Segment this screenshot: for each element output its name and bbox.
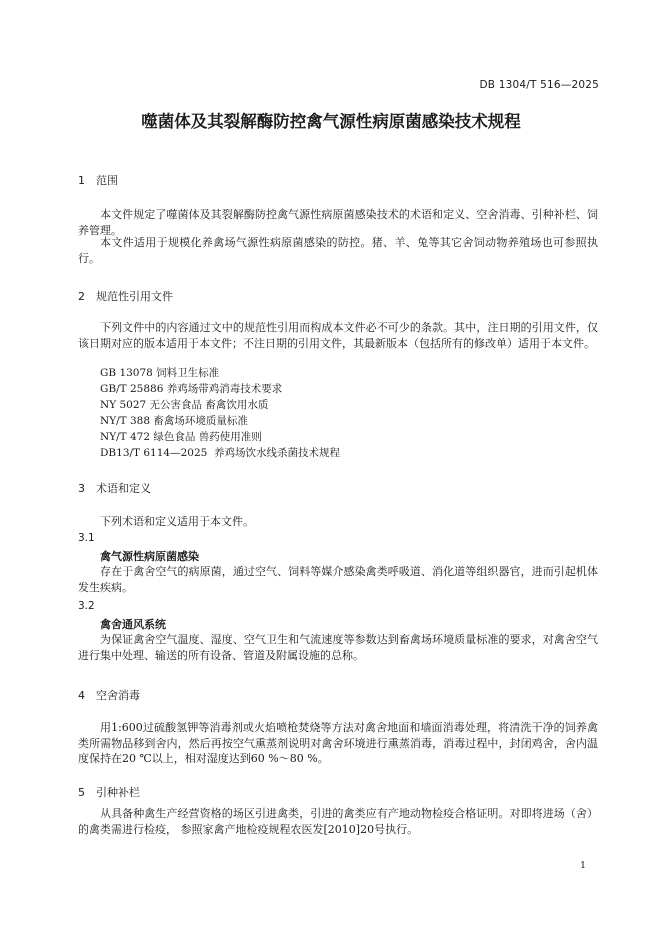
section-number: 5 [78, 786, 85, 799]
section-1-heading [78, 172, 118, 188]
section-4-heading [78, 687, 140, 703]
paragraph: 本文件适用于规模化养禽场气源性病原菌感染的防控。猪、羊、兔等其它舍饲动物养殖场也可参照执行。 [78, 236, 598, 265]
term-number: 3.2 [78, 600, 95, 612]
page-number: 1 [580, 860, 587, 871]
document-title: 噬菌体及其裂解酶防控禽气源性病原菌感染技术规程 [141, 112, 521, 131]
term-definition: 为保证禽舍空气温度、湿度、空气卫生和气流速度等参数达到畜禽场环境质量标准的要求，对禽舍空气进行集中处理、输送的所有设备、管道及附属设施的总称。 [78, 633, 598, 662]
section-3-heading [78, 480, 151, 496]
reference-item: NY/T 388 畜禽场环境质量标准 [100, 415, 248, 427]
paragraph: 用1:600过硫酸氢钾等消毒剂或火焰喷枪焚烧等方法对禽舍地面和墙面消毒处理，将清洗干净的饲养禽类所需物品移到舍内，然后再按空气熏蒸剂说明对禽舍环境进行熏蒸消毒，消毒过程中，封闭鸡舍，舍内温度保持在20 ℃以上，相对湿度达到60 %～80 %。 [78, 721, 598, 765]
paragraph: 本文件规定了噬菌体及其裂解酶防控禽气源性病原菌感染技术的术语和定义、空舍消毒、引种补栏、饲养管理。 [78, 208, 598, 237]
section-title: 范围 [96, 174, 118, 187]
section-title: 术语和定义 [96, 482, 151, 495]
section-title: 规范性引用文件 [96, 290, 173, 303]
term-number: 3.1 [78, 532, 95, 544]
section-5-heading [78, 784, 140, 800]
section-number: 1 [78, 174, 85, 187]
section-title: 引种补栏 [96, 786, 140, 799]
term-definition: 存在于禽舍空气的病原菌，通过空气、饲料等媒介感染禽类呼吸道、消化道等组织器官，进而引起机体发生疾病。 [78, 565, 598, 594]
section-number: 3 [78, 482, 85, 495]
reference-item: NY 5027 无公害食品 畜禽饮用水质 [100, 399, 269, 411]
paragraph: 从具备种禽生产经营资格的场区引进禽类，引进的禽类应有产地动物检疫合格证明。对即将进场（舍）的禽类需进行检疫， 参照家禽产地检疫规程农医发[2010]20号执行。 [78, 807, 598, 836]
section-2-heading [78, 288, 173, 304]
term-name: 禽气源性病原菌感染 [100, 550, 199, 563]
reference-item: DB13/T 6114—2025 养鸡场饮水线杀菌技术规程 [100, 447, 340, 459]
reference-item: NY/T 472 绿色食品 兽药使用准则 [100, 431, 262, 443]
reference-item: GB/T 25886 养鸡场带鸡消毒技术要求 [100, 383, 283, 395]
standard-code: DB 1304/T 516—2025 [479, 79, 599, 91]
section-title: 空舍消毒 [96, 689, 140, 702]
section-number: 4 [78, 689, 85, 702]
paragraph: 下列术语和定义适用于本文件。 [100, 515, 254, 528]
section-number: 2 [78, 290, 85, 303]
term-name: 禽舍通风系统 [100, 618, 166, 631]
paragraph: 下列文件中的内容通过文中的规范性引用而构成本文件必不可少的条款。其中，注日期的引用文件，仅该日期对应的版本适用于本文件；不注日期的引用文件，其最新版本（包括所有的修改单）适用于本文件。 [78, 321, 598, 350]
reference-item: GB 13078 饲料卫生标准 [100, 367, 220, 379]
